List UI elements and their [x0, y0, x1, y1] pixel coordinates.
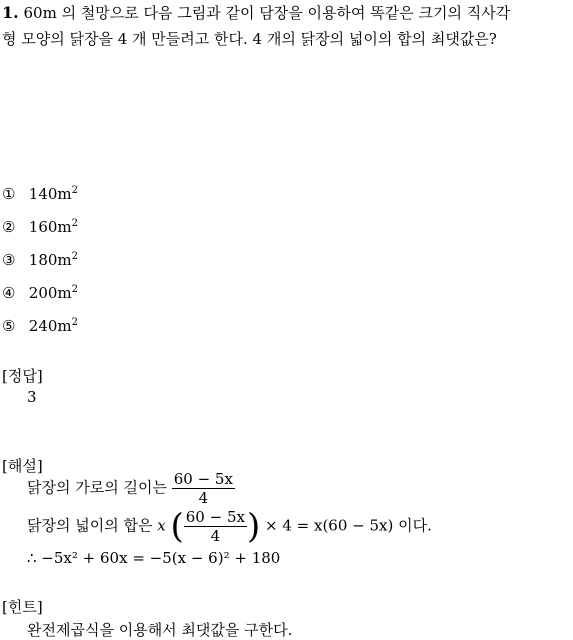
- choice-mark: ⑤: [2, 317, 16, 335]
- choice-unit-exponent: 2: [71, 251, 79, 262]
- right-paren: ): [246, 506, 261, 547]
- answer-heading: [정답]: [2, 367, 43, 385]
- choice-unit-exponent: 2: [71, 284, 79, 295]
- choice-unit-exponent: 2: [71, 185, 79, 196]
- choice-mark: ①: [2, 185, 16, 203]
- choice-1[interactable]: [2, 185, 78, 203]
- fraction-numerator: 60 − 5x: [185, 508, 245, 526]
- explanation-line-2-text: 닭장의 넓이의 합은: [27, 516, 153, 535]
- question-number: 1.: [2, 3, 19, 22]
- choice-3[interactable]: [2, 251, 78, 269]
- explanation-line-2-tail: × 4 = x(60 − 5x) 이다.: [265, 516, 432, 535]
- choice-value: 200m: [28, 284, 72, 302]
- area-fraction: [184, 508, 247, 545]
- answer-value: 3: [27, 388, 37, 406]
- question-text-line-2: 형 모양의 닭장을 4 개 만들려고 한다. 4 개의 닭장의 넓이의 합의 최댓값은?: [2, 30, 497, 48]
- choice-value: 140m: [28, 185, 72, 203]
- hint-heading: [힌트]: [2, 598, 43, 616]
- question-line-2: [2, 28, 497, 49]
- choice-unit-exponent: 2: [71, 218, 79, 229]
- question-text-line-1: 60m 의 철망으로 다음 그림과 같이 담장을 이용하여 똑같은 크기의 직사각: [23, 4, 511, 22]
- choice-2[interactable]: [2, 218, 78, 236]
- explanation-line-3: ∴ −5x² + 60x = −5(x − 6)² + 180: [27, 549, 281, 567]
- explanation-line-1-text: 닭장의 가로의 길이는: [27, 478, 167, 497]
- explanation-line-2: [27, 508, 432, 545]
- choice-value: 180m: [28, 251, 72, 269]
- fraction-denominator: 4: [172, 488, 235, 507]
- explanation-line-1: [27, 470, 235, 507]
- explanation-heading: [해설]: [2, 457, 43, 475]
- question-line-1: [2, 2, 510, 23]
- width-fraction: [172, 470, 235, 507]
- choice-value: 160m: [28, 218, 72, 236]
- choice-5[interactable]: [2, 317, 78, 335]
- choice-mark: ③: [2, 251, 16, 269]
- choice-4[interactable]: [2, 284, 78, 302]
- left-paren: (: [170, 506, 184, 547]
- choice-unit-exponent: 2: [71, 317, 79, 328]
- fraction-denominator: 4: [184, 526, 247, 545]
- hint-text: 완전제곱식을 이용해서 최댓값을 구한다.: [27, 621, 293, 639]
- choice-mark: ④: [2, 284, 16, 302]
- choice-value: 240m: [28, 317, 72, 335]
- variable-x: x: [157, 516, 166, 535]
- fraction-numerator: 60 − 5x: [173, 470, 233, 488]
- choice-mark: ②: [2, 218, 16, 236]
